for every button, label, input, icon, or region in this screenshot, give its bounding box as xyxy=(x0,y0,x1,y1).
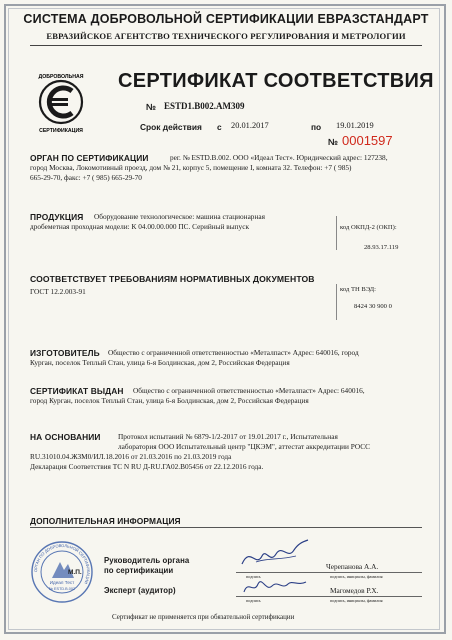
logo-top-text: ДОБРОВОЛЬНАЯ xyxy=(38,74,84,80)
product-line-2: дробеметная проходная модели: К 04.00.00.000 ПС. Серийный выпуск xyxy=(30,222,249,231)
system-title: СИСТЕМА ДОБРОВОЛЬНОЙ СЕРТИФИКАЦИИ ЕВРАЗСТАНДАРТ xyxy=(23,12,429,26)
product-line-1: Оборудование технологическое: машина стационарная xyxy=(94,212,265,221)
conformity-standard: ГОСТ 12.2.003-91 xyxy=(30,287,86,296)
additional-info-rule xyxy=(30,527,422,528)
cert-body-line-1: рег. № ESTD.B.002. ООО «Идеал Тест». Юридический адрес: 127238, xyxy=(170,153,388,162)
stamp-reg: № ESTD.B.002 xyxy=(48,587,76,591)
manufacturer-line-2: Курган, поселок Теплый Стан, улица 6-я Болдинская, дом 2, Российская Федерация xyxy=(30,358,290,367)
manufacturer-line-1: Общество с ограниченной ответственностью «Металпаст» Адрес: 640016, город xyxy=(108,348,359,357)
validity-to-date: 19.01.2019 xyxy=(336,121,374,130)
head-name-caption: подпись, инициалы, фамилия xyxy=(330,574,383,579)
stamp-mp: М.П. xyxy=(68,569,82,576)
certification-logo xyxy=(28,70,94,134)
stamp-ring-text: ОРГАН ПО ДОБРОВОЛЬНОЙ СЕРТИФИКАЦИИ xyxy=(32,542,92,585)
head-sign-caption: подпись xyxy=(246,574,261,579)
expert-signature xyxy=(236,572,316,598)
footer-note: Сертификат не применяется при обязательной сертификации xyxy=(112,613,295,621)
basis-label: НА ОСНОВАНИИ xyxy=(30,432,101,442)
header-divider xyxy=(30,45,422,46)
cert-body-line-3: 665-29-70, факс: +7 ( 985) 665-29-70 xyxy=(30,173,142,182)
basis-line-2: лаборатория ООО Испытательный центр "ЦКЭМ", аттестат аккредитации РОСС xyxy=(118,442,371,451)
validity-to-label: по xyxy=(311,122,322,132)
expert-sign-caption: подпись xyxy=(246,598,261,603)
agency-name: ЕВРАЗИЙСКОЕ АГЕНТСТВО ТЕХНИЧЕСКОГО РЕГУЛИРОВАНИЯ И МЕТРОЛОГИИ xyxy=(46,31,406,41)
cert-body-label: ОРГАН ПО СЕРТИФИКАЦИИ xyxy=(30,153,149,163)
stamp-org: Идеал Тест xyxy=(49,580,75,585)
head-signature xyxy=(236,538,316,572)
product-label: ПРОДУКЦИЯ xyxy=(30,212,84,222)
issued-line-1: Общество с ограниченной ответственностью «Металпаст» Адрес: 640016, xyxy=(133,386,365,395)
additional-info-label: ДОПОЛНИТЕЛЬНАЯ ИНФОРМАЦИЯ xyxy=(30,516,181,526)
okpd-value: 28.93.17.119 xyxy=(364,244,399,251)
validity-from-date: 20.01.2017 xyxy=(231,121,269,130)
basis-line-1: Протокол испытаний № 6879-1/2-2017 от 19.01.2017 г., Испытательная xyxy=(118,432,338,441)
head-label-2: по сертификации xyxy=(104,566,174,575)
issued-label: СЕРТИФИКАТ ВЫДАН xyxy=(30,386,124,396)
expert-label: Эксперт (аудитор) xyxy=(104,586,176,595)
head-name: Черепанова А.А. xyxy=(326,562,379,571)
expert-name: Магомедов Р.Х. xyxy=(330,586,379,595)
official-stamp xyxy=(30,540,94,604)
number-prefix: № xyxy=(146,102,157,112)
expert-name-caption: подпись, инициалы, фамилия xyxy=(330,598,383,603)
serial-number: 0001597 xyxy=(342,133,393,148)
certificate-number: ESTD1.B002.AM309 xyxy=(164,101,245,111)
serial-prefix: № xyxy=(328,137,339,147)
basis-line-4: Декларация Соответствия ТС N RU Д-RU.ГА02.В05456 от 22.12.2016 года. xyxy=(30,462,264,471)
certificate-title: СЕРТИФИКАТ СООТВЕТСТВИЯ xyxy=(118,70,434,92)
tnved-label: код ТН ВЭД: xyxy=(340,286,376,293)
conformity-label: СООТВЕТСТВУЕТ ТРЕБОВАНИЯМ НОРМАТИВНЫХ ДОКУМЕНТОВ xyxy=(30,274,315,284)
okpd-label: код ОКПД-2 (ОКП): xyxy=(340,224,397,231)
tnved-value: 8424 30 900 0 xyxy=(354,303,392,310)
basis-line-3: RU.31010.04.ЖЗМ0/ИЛ.18.2016 от 21.03.2016 по 21.03.2019 года xyxy=(30,452,232,461)
logo-bottom-text: СЕРТИФИКАЦИЯ xyxy=(39,128,83,134)
manufacturer-label: ИЗГОТОВИТЕЛЬ xyxy=(30,348,100,358)
validity-from-label: с xyxy=(217,122,222,132)
validity-label: Срок действия xyxy=(140,122,202,132)
expert-sign-line xyxy=(236,596,422,597)
head-label-1: Руководитель органа xyxy=(104,556,190,565)
cert-body-line-2: город Москва, Локомотивный проезд, дом № 21, корпус 5, помещение I, комната 32. Телефон: +7 ( 985) xyxy=(30,163,352,172)
issued-line-2: город Курган, поселок Теплый Стан, улица 6-я Болдинская, дом 2, Российская Федерация xyxy=(30,396,309,405)
